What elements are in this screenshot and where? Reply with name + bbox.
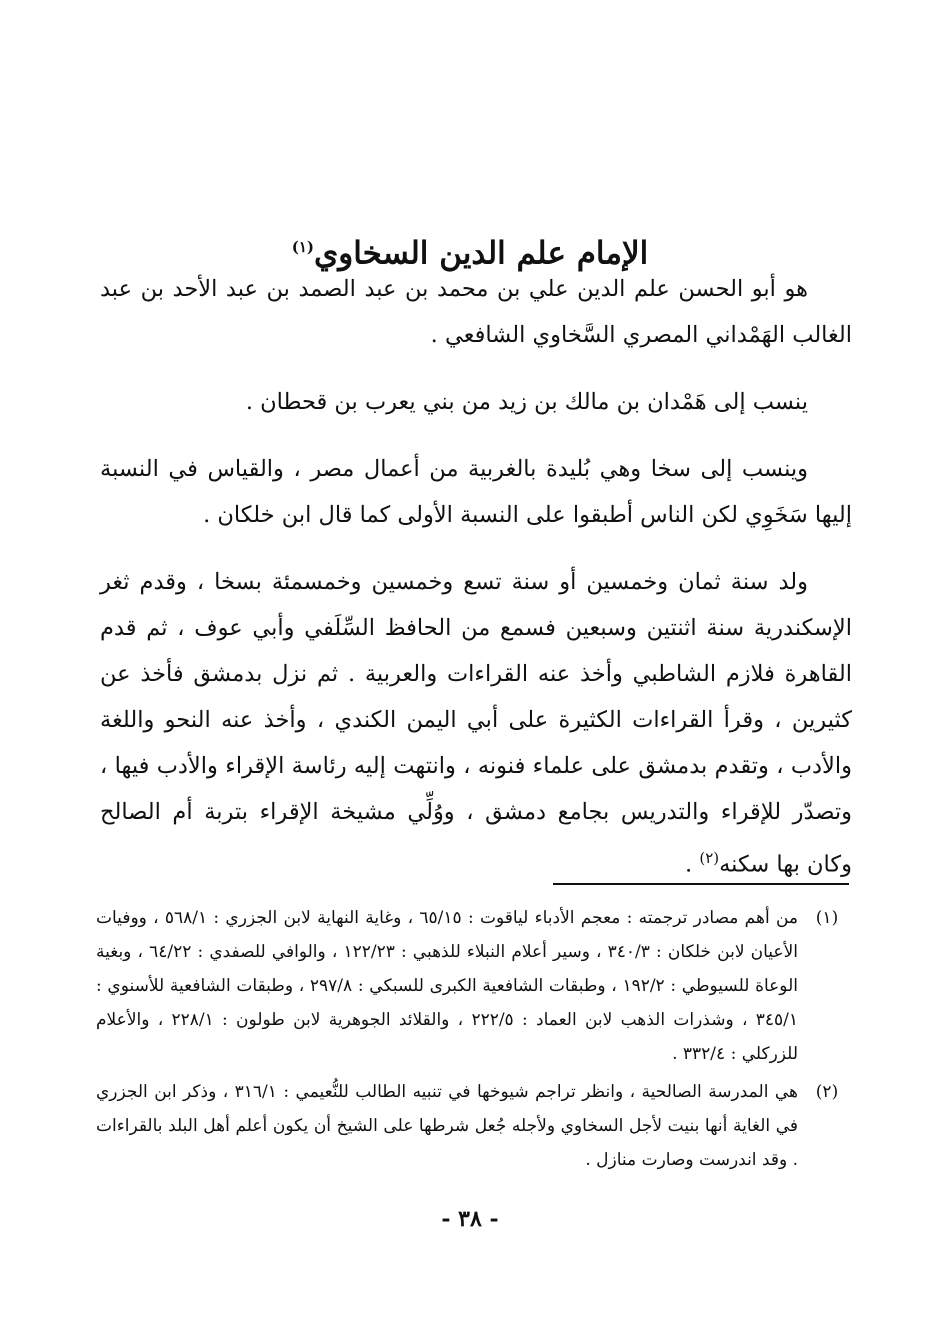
footnotes bbox=[96, 901, 856, 1181]
title-footnote-ref: (١) bbox=[291, 237, 314, 256]
footnote-ref: (٢) bbox=[699, 849, 720, 867]
footnote-number: (٢) bbox=[815, 1082, 839, 1102]
paragraph: وينسب إلى سخا وهي بُليدة بالغربية من أعمال مصر ، والقياس في النسبة إليها سَخَوِي لكن الناس أطبقوا على النسبة الأولى كما قال ابن خلكان . bbox=[100, 456, 852, 528]
footnote bbox=[96, 901, 856, 1071]
page-number: - ٣٨ - bbox=[441, 1206, 499, 1232]
footnote-text: من أهم مصادر ترجمته : معجم الأدباء لياقوت : ٦٥/١٥ ، وغاية النهاية لابن الجزري : ٥٦٨/١ ، ووفيات الأعيان لابن خلكان : ٣٤٠/٣ ، وسير أعلام النبلاء للذهبي : ١٢٢/٢٣ ، والوافي للصفدي : ٦٤/٢٢ ، وبغية الوعاة للسيوطي : ١٩٢/٢ ، وطبقات الشافعية الكبرى للسبكي : ٢٩٧/٨ ، وطبقات الشافعية للأسنوي : ٣٤٥/١ ، وشذرات الذهب لابن العماد : ٢٢٢/٥ ، والقلائد الجوهرية لابن طولون : ٢٢٨/١ ، والأعلام للزركلي : ٣٣٢/٤ . bbox=[96, 908, 799, 1064]
paragraph: هو أبو الحسن علم الدين علي بن محمد بن عبد الصمد بن عبد الأحد بن عبد الغالب الهَمْداني المصري السَّخاوي الشافعي . bbox=[100, 276, 852, 348]
title-text: الإمام علم الدين السخاوي bbox=[314, 235, 649, 272]
paragraph-end: . bbox=[685, 851, 700, 878]
paragraph-text: ولد سنة ثمان وخمسين أو سنة تسع وخمسين وخمسمئة بسخا ، وقدم ثغر الإسكندرية سنة اثنتين وسبعين فسمع من الحافظ السِّلَفي وأبي عوف ، ثم قدم القاهرة فلازم الشاطبي وأخذ عنه القراءات والعربية . ثم نزل بدمشق فأخذ عن كثيرين ، وقرأ القراءات الكثيرة على أبي اليمن الكندي ، وأخذ عنه النحو واللغة والأدب ، وتقدم بدمشق على علماء فنونه ، وانتهت إليه رئاسة الإقراء والأدب فيها ، وتصدّر للإقراء والتدريس بجامع دمشق ، ووُلِّي مشيخة الإقراء بتربة أم الصالح وكان بها سكنه bbox=[100, 569, 852, 878]
footnote-text: هي المدرسة الصالحية ، وانظر تراجم شيوخها في تنبيه الطالب للنُّعيمي : ٣١٦/١ ، وذكر ابن الجزري في الغاية أنها بنيت لأجل السخاوي ولأجله جُعل شرطها على الشيخ أن يكون أعلم أهل البلد بالقراءات . وقد اندرست وصارت منازل . bbox=[96, 1082, 798, 1170]
main-text bbox=[100, 266, 852, 909]
footnote-divider bbox=[553, 883, 849, 885]
footnote-number: (١) bbox=[815, 908, 839, 928]
paragraph-last bbox=[100, 559, 852, 888]
paragraph: ينسب إلى هَمْدان بن مالك بن زيد من بني يعرب بن قحطان . bbox=[245, 389, 808, 415]
footnote bbox=[96, 1075, 856, 1177]
